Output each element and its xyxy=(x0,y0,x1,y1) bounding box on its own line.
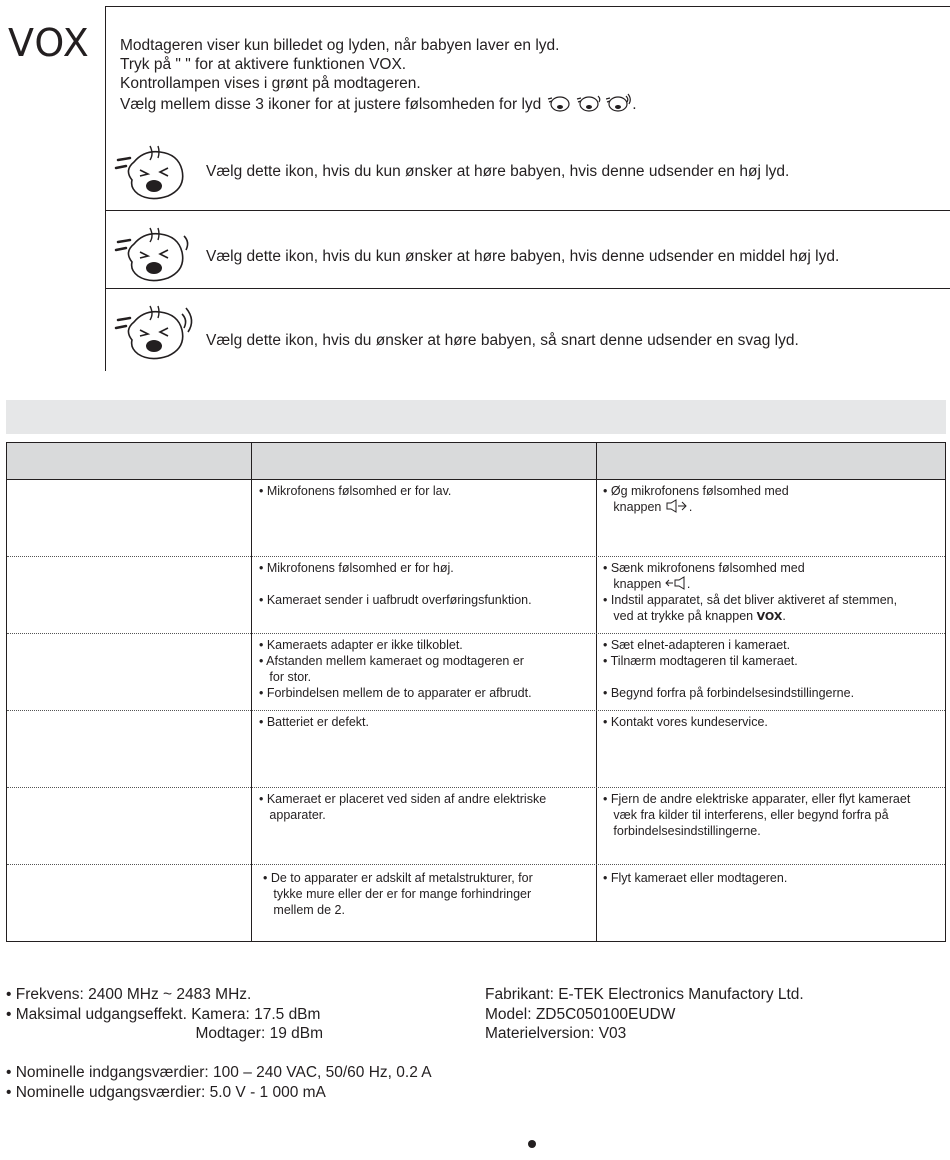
section-band xyxy=(6,400,946,434)
vox-intro-line-2: Tryk på " " for at aktivere funktionen VOX. xyxy=(120,56,407,73)
table-row-6-solution xyxy=(603,870,787,886)
cause-line: • Kameraets adapter er ikke tilkoblet. xyxy=(259,638,463,652)
row-divider xyxy=(7,633,945,634)
vox-intro-line-4-end: . xyxy=(632,96,637,113)
page-marker-dot xyxy=(528,1140,536,1148)
cause-line: • Batteriet er defekt. xyxy=(259,715,369,729)
table-row-3-cause xyxy=(259,637,532,701)
vox-intro-line-3: Kontrollampen vises i grønt på modtageren. xyxy=(120,75,421,92)
row-divider xyxy=(7,710,945,711)
row-divider xyxy=(7,787,945,788)
vox-option-2-text: Vælg dette ikon, hvis du kun ønsker at høre babyen, hvis denne udsender en middel høj lyd. xyxy=(206,248,840,265)
table-row-5-cause xyxy=(259,791,546,823)
cause-line: tykke mure eller der er for mange forhindringer xyxy=(263,887,532,901)
cause-spacer xyxy=(259,576,532,592)
solution-line: • Tilnærm modtageren til kameraet. xyxy=(603,654,798,668)
cause-line: for stor. xyxy=(259,670,312,684)
cause-line: • Mikrofonens følsomhed er for lav. xyxy=(259,484,452,498)
baby-face-soft-mini-icon xyxy=(606,93,632,113)
volume-up-icon xyxy=(665,499,689,513)
solution-line: væk fra kilder til interferens, eller begynd forfra på xyxy=(603,808,889,822)
vox-intro-line-4-text: Vælg mellem disse 3 ikoner for at justere følsomheden for lyd xyxy=(120,96,542,113)
row-divider xyxy=(7,864,945,865)
spec-line: Model: ZD5C050100EUDW xyxy=(485,1005,676,1023)
cause-line: • Mikrofonens følsomhed er for høj. xyxy=(259,561,454,575)
solution-line: • Kontakt vores kundeservice. xyxy=(603,715,768,729)
vox-option-divider-1 xyxy=(105,210,950,211)
solution-suffix: . xyxy=(688,500,693,514)
vox-heading: VOX xyxy=(8,21,90,65)
solution-line: • Indstil apparatet, så det bliver aktiveret af stemmen, xyxy=(603,593,898,607)
baby-face-medium-icon xyxy=(110,222,198,284)
table-row-6-cause xyxy=(263,870,533,918)
spec-line: Fabrikant: E-TEK Electronics Manufactory Ltd. xyxy=(485,986,804,1003)
solution-line: • Øg mikrofonens følsomhed med xyxy=(603,484,789,498)
solution-line: • Begynd forfra på forbindelsesindstillingerne. xyxy=(603,686,855,700)
solution-line xyxy=(603,608,897,625)
spec-line: Modtager: 19 dBm xyxy=(6,1025,323,1042)
vox-intro-line-4 xyxy=(120,93,637,114)
solution-line: • Sæt elnet-adapteren i kameraet. xyxy=(603,638,791,652)
vox-option-3-text: Vælg dette ikon, hvis du ønsker at høre babyen, så snart denne udsender en svag lyd. xyxy=(206,332,799,349)
solution-text: ved at trykke på knappen xyxy=(603,609,754,623)
table-row-4-cause xyxy=(259,714,369,730)
baby-face-soft-icon xyxy=(110,300,198,362)
spec-line: Materielversion: V03 xyxy=(485,1025,627,1042)
vox-intro-line-1: Modtageren viser kun billedet og lyden, når babyen laver en lyd. xyxy=(120,37,560,54)
specs-left-2 xyxy=(6,1063,432,1102)
spec-line: • Maksimal udgangseffekt. Kamera: 17.5 dBm xyxy=(6,1005,321,1023)
table-header xyxy=(7,443,945,480)
baby-face-loud-mini-icon xyxy=(546,93,572,113)
solution-line xyxy=(603,499,789,515)
solution-text: knappen xyxy=(603,577,662,591)
specs-right xyxy=(485,985,804,1044)
spec-line: • Frekvens: 2400 MHz ~ 2483 MHz. xyxy=(6,986,252,1003)
table-row-1-cause xyxy=(259,483,451,499)
solution-suffix: . xyxy=(782,609,786,623)
cause-line: apparater. xyxy=(259,808,326,822)
table-row-5-solution xyxy=(603,791,910,839)
solution-line xyxy=(603,576,897,592)
table-row-2-solution xyxy=(603,560,897,625)
solution-suffix: . xyxy=(686,577,691,591)
cause-line: mellem de 2. xyxy=(263,903,345,917)
solution-line: • Fjern de andre elektriske apparater, eller flyt kameraet xyxy=(603,792,911,806)
cause-line: • Afstanden mellem kameraet og modtageren er xyxy=(259,654,524,668)
table-row-3-solution xyxy=(603,637,854,701)
spec-line: • Nominelle udgangsværdier: 5.0 V - 1 000 mA xyxy=(6,1083,326,1101)
solution-text: knappen xyxy=(603,500,662,514)
cause-line: • Forbindelsen mellem de to apparater er afbrudt. xyxy=(259,686,532,700)
vox-option-divider-2 xyxy=(105,288,950,289)
vox-button-label: VOX xyxy=(756,610,783,623)
spec-line: • Nominelle indgangsværdier: 100 – 240 VAC, 50/60 Hz, 0.2 A xyxy=(6,1064,432,1081)
table-row-2-cause xyxy=(259,560,532,608)
row-divider xyxy=(7,556,945,557)
cause-line: • Kameraet sender i uafbrudt overføringsfunktion. xyxy=(259,593,532,607)
vox-option-1-text: Vælg dette ikon, hvis du kun ønsker at høre babyen, hvis denne udsender en høj lyd. xyxy=(206,163,790,180)
specs-left xyxy=(6,985,323,1044)
table-row-4-solution xyxy=(603,714,768,730)
table-row-1-solution xyxy=(603,483,789,515)
cause-line: • De to apparater er adskilt af metalstrukturer, for xyxy=(263,871,533,885)
baby-face-medium-mini-icon xyxy=(576,93,602,113)
troubleshooting-table xyxy=(6,442,946,942)
solution-line: • Flyt kameraet eller modtageren. xyxy=(603,871,788,885)
volume-down-icon xyxy=(665,576,687,590)
solution-spacer xyxy=(603,669,854,685)
column-divider-1 xyxy=(251,443,252,941)
cause-line: • Kameraet er placeret ved siden af andre elektriske xyxy=(259,792,547,806)
column-divider-2 xyxy=(596,443,597,941)
solution-line: forbindelsesindstillingerne. xyxy=(603,824,761,838)
solution-line: • Sænk mikrofonens følsomhed med xyxy=(603,561,805,575)
baby-face-loud-icon xyxy=(110,140,198,202)
